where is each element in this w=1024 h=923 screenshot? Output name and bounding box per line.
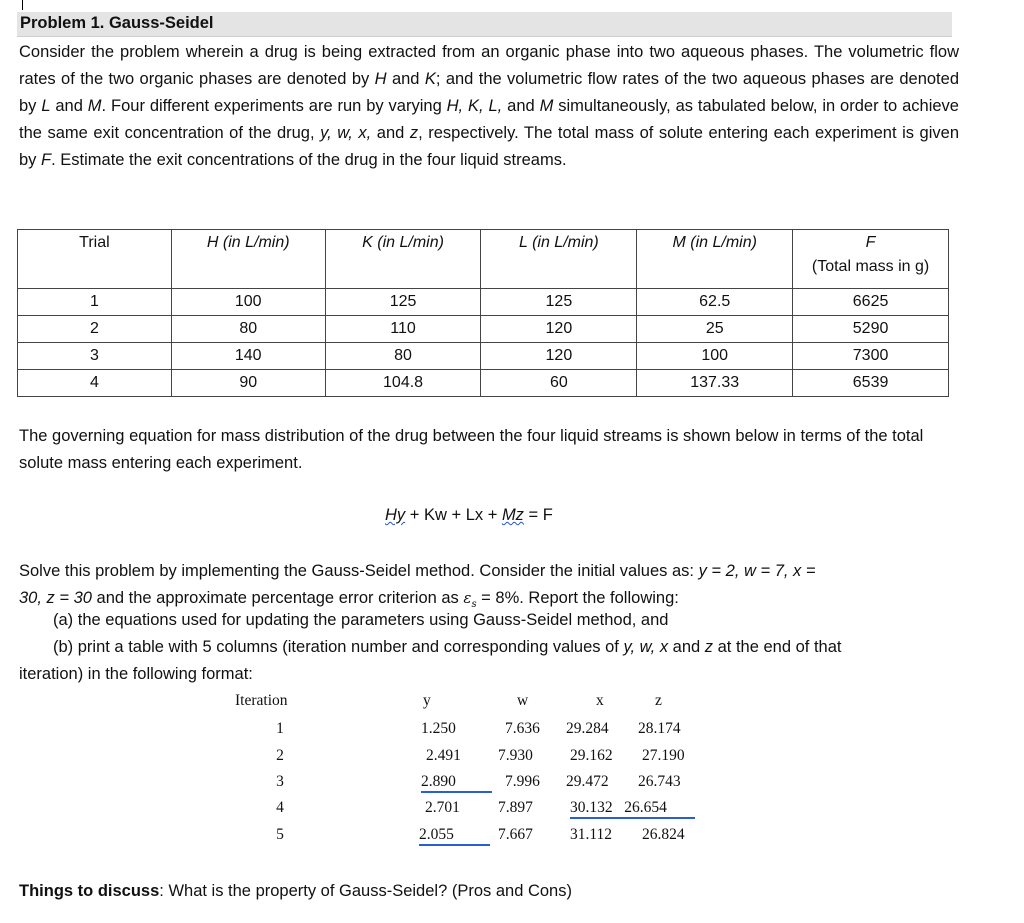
cell: 25 <box>637 316 793 343</box>
discussion-text: : What is the property of Gauss-Seidel? (Pros and Cons) <box>159 882 572 900</box>
cell: 1 <box>18 289 172 316</box>
var-ywx: y, w, x, <box>320 124 372 142</box>
header-l-label: L (in L/min) <box>519 234 599 251</box>
iter-cell-x: 29.284 <box>566 720 609 737</box>
iter-cell-y: 2.890 <box>421 773 492 793</box>
cell: 100 <box>637 343 793 370</box>
iter-cell-n: 4 <box>276 799 284 816</box>
cell: 104.8 <box>325 370 481 397</box>
equation-term-mz: Mz <box>501 506 524 524</box>
intro-text: ; and the volumetric flow rates of the two aqueous phases are denoted by <box>19 70 959 115</box>
problem-title-bar <box>17 12 952 37</box>
iter-cell-z: 26.743 <box>638 773 681 790</box>
item-b-continuation: iteration) in the following format: <box>19 665 253 683</box>
iter-cell-z: 28.174 <box>638 720 681 737</box>
solve-text: and the approximate percentage error criterion as <box>91 589 464 607</box>
cell: 60 <box>481 370 637 397</box>
iter-cell-n: 1 <box>276 720 284 737</box>
iter-header-iteration: Iteration <box>235 692 288 709</box>
table-row <box>18 343 949 370</box>
equation-rhs: = F <box>523 506 553 524</box>
iter-header-x: x <box>596 692 604 709</box>
governing-paragraph: The governing equation for mass distribution of the drug between the four liquid streams is shown below in terms of the total solute mass entering each experiment. <box>19 427 924 472</box>
epsilon-symbol <box>463 589 477 610</box>
intro-text: simultaneously, as tabulated below, in order to achieve the same exit concentration of the drug, <box>19 97 959 142</box>
discussion-prompt <box>19 882 572 901</box>
var-k: K <box>424 70 436 88</box>
header-h <box>171 230 325 289</box>
header-f-sub: (Total mass in g) <box>811 258 930 275</box>
discussion-label: Things to discuss <box>19 882 160 900</box>
iter-cell-x: 29.162 <box>570 747 613 764</box>
solve-text: Solve this problem by implementing the Gauss-Seidel method. Consider the initial values as: <box>19 562 699 580</box>
iter-cell-y: 1.250 <box>421 720 456 737</box>
cell: 125 <box>481 289 637 316</box>
initial-values: y = 2, w = 7, x = <box>698 562 816 580</box>
intro-text: and <box>50 97 88 115</box>
header-trial: Trial <box>18 230 172 289</box>
cell: 80 <box>171 316 325 343</box>
intro-text: , respectively. The total mass of solute entering each experiment is given by <box>19 124 960 169</box>
cell: 100 <box>171 289 325 316</box>
item-b-text: (b) print a table with 5 columns (iteration number and corresponding values of <box>53 638 624 656</box>
cell: 120 <box>481 343 637 370</box>
table-header-row <box>18 230 949 289</box>
problem-title: Problem 1. Gauss-Seidel <box>20 14 214 32</box>
iter-cell-z: 26.824 <box>642 826 685 843</box>
var-f: F <box>41 151 52 169</box>
var-z: z <box>409 124 419 142</box>
item-b-vars: y, w, x <box>623 638 669 656</box>
iter-cell-w: 7.897 <box>498 799 533 816</box>
equation-term-hy: Hy <box>385 506 406 524</box>
governing-equation <box>385 506 553 525</box>
cell: 80 <box>325 343 481 370</box>
iter-cell-x: 30.132 <box>570 799 613 816</box>
cell: 4 <box>18 370 172 397</box>
intro-text: . Estimate the exit concentrations of the drug in the four liquid streams. <box>51 151 567 169</box>
table-row <box>18 370 949 397</box>
iter-header-z: z <box>655 692 662 709</box>
var-m: M <box>539 97 554 115</box>
initial-values: 30, z = 30 <box>19 589 92 607</box>
iter-cell-n: 3 <box>276 773 284 790</box>
table-row <box>18 316 949 343</box>
cell: 7300 <box>793 343 949 370</box>
cell: 140 <box>171 343 325 370</box>
iter-cell-y: 2.701 <box>425 799 460 816</box>
intro-paragraph <box>19 39 959 174</box>
table-row <box>18 289 949 316</box>
var-hklm: H, K, L, <box>446 97 503 115</box>
header-k-label: K (in L/min) <box>362 234 444 251</box>
iter-header-y: y <box>423 692 431 709</box>
header-m-label: M (in L/min) <box>672 234 757 251</box>
cell: 3 <box>18 343 172 370</box>
iter-cell-w: 7.636 <box>505 720 540 737</box>
experiment-table <box>17 229 949 397</box>
intro-text: and <box>371 124 410 142</box>
epsilon-char: ε <box>463 589 472 607</box>
header-l <box>481 230 637 289</box>
item-b-z: z <box>704 638 714 656</box>
iter-cell-x-z <box>570 799 695 819</box>
iter-cell-z: 26.654 <box>624 799 667 816</box>
var-m: M <box>87 97 102 115</box>
cell: 90 <box>171 370 325 397</box>
intro-text: and <box>386 70 425 88</box>
cell: 137.33 <box>637 370 793 397</box>
intro-text: . Four different experiments are run by varying <box>101 97 447 115</box>
var-h: H <box>374 70 387 88</box>
iter-cell-w: 7.667 <box>498 826 533 843</box>
iter-cell-x: 29.472 <box>566 773 609 790</box>
cell: 125 <box>325 289 481 316</box>
epsilon-sub: s <box>471 599 477 610</box>
equation-middle: + Kw + Lx + <box>405 506 502 524</box>
cell: 120 <box>481 316 637 343</box>
solve-text: = 8%. Report the following: <box>476 589 679 607</box>
item-a: (a) the equations used for updating the parameters using Gauss-Seidel method, and <box>53 611 669 629</box>
intro-text: and <box>502 97 540 115</box>
cell: 6625 <box>793 289 949 316</box>
cell: 6539 <box>793 370 949 397</box>
cell: 110 <box>325 316 481 343</box>
header-h-label: H (in L/min) <box>206 234 290 251</box>
cell: 62.5 <box>637 289 793 316</box>
iter-cell-w: 7.996 <box>505 773 540 790</box>
iter-cell-y: 2.491 <box>426 747 461 764</box>
iter-cell-x: 31.112 <box>570 826 613 843</box>
iter-cell-y: 2.055 <box>419 826 490 846</box>
item-b-text: at the end of that <box>713 638 842 656</box>
iter-cell-z: 27.190 <box>642 747 685 764</box>
intro-text: Consider the problem wherein a drug is being extracted from an organic phase into two aqueous phases. The volumetric flow rates of the two organic phases are denoted by <box>19 43 959 88</box>
var-l: L <box>41 97 51 115</box>
text-cursor-mark <box>22 0 23 10</box>
header-f-label: F <box>865 234 876 251</box>
iter-header-w: w <box>517 692 529 709</box>
header-m <box>637 230 793 289</box>
header-k <box>325 230 481 289</box>
iter-cell-n: 5 <box>276 826 284 843</box>
item-b-text: and <box>668 638 705 656</box>
header-f <box>793 230 949 289</box>
item-b <box>53 638 841 657</box>
iter-cell-n: 2 <box>276 747 284 764</box>
cell: 5290 <box>793 316 949 343</box>
solve-paragraph <box>19 558 959 618</box>
cell: 2 <box>18 316 172 343</box>
iter-cell-w: 7.930 <box>498 747 533 764</box>
